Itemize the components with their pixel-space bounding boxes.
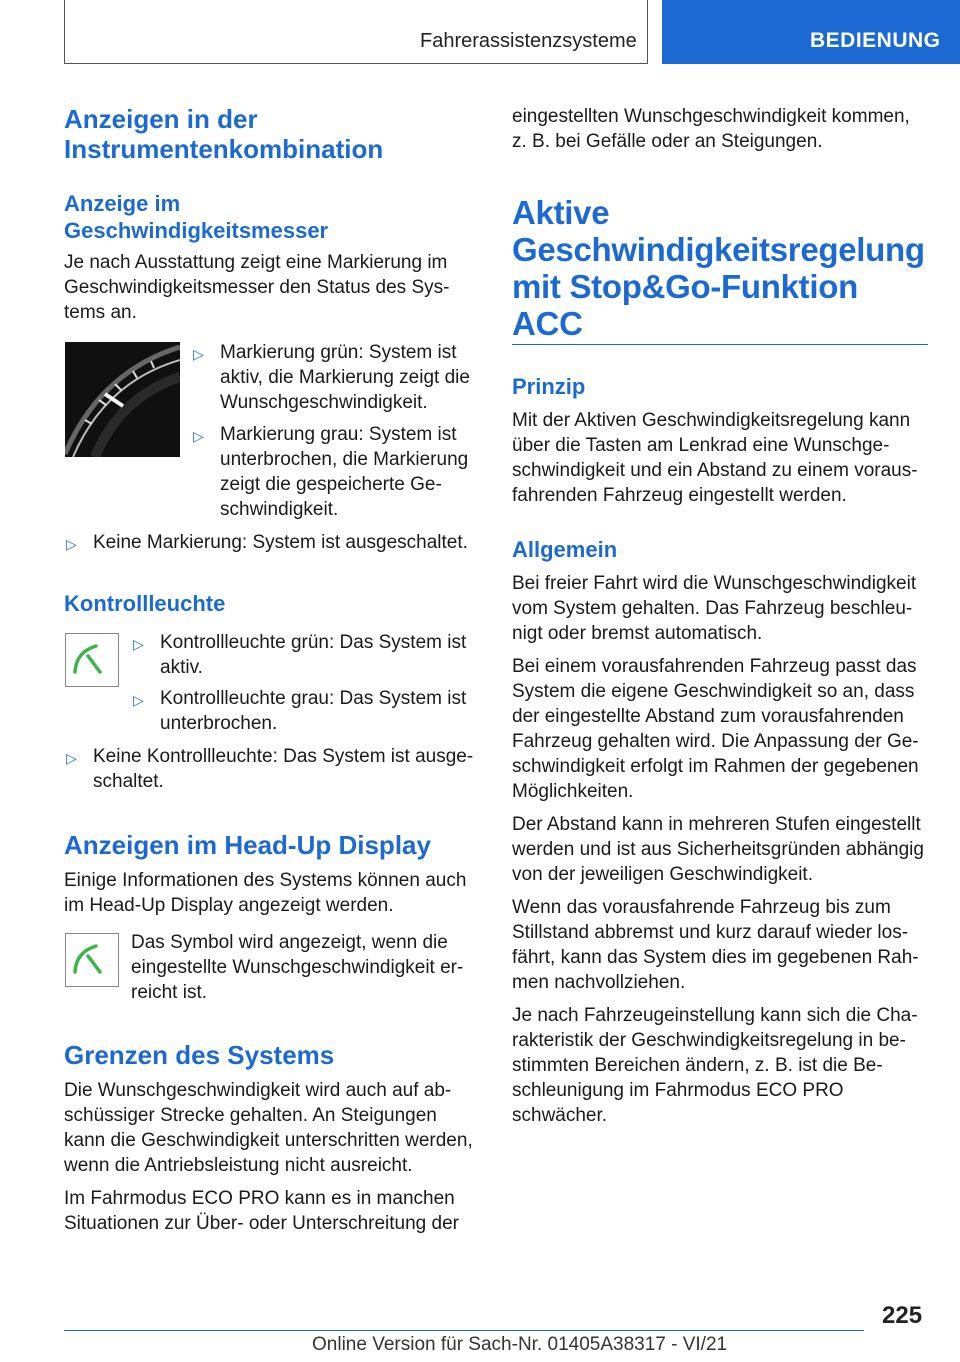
acc-speedometer-icon <box>66 934 118 986</box>
general-paragraph-4 <box>512 895 919 995</box>
text-line: Der Abstand kann in mehreren Stufen eingestellt <box>512 814 921 835</box>
text-line: fahrenden Fahrzeug eingestellt werden. <box>512 485 847 506</box>
text-line: schleunigung im Fahrmodus ECO PRO <box>512 1080 844 1101</box>
speedometer-intro <box>64 250 449 325</box>
heading-principle: Prinzip <box>512 374 586 399</box>
text-line: z. B. bei Gefälle oder an Steigungen. <box>512 131 823 152</box>
text-line: schwindigkeit und ein Abstand zu einem voraus- <box>512 460 918 481</box>
text-line: eingestellten Wunschgeschwindigkeit kommen, <box>512 106 910 127</box>
page-number: 225 <box>882 1302 923 1329</box>
limits-paragraph-2 <box>64 1186 459 1236</box>
general-paragraph-5 <box>512 1003 918 1128</box>
list-item <box>93 744 473 794</box>
text-line: schwindigkeit. <box>220 499 339 520</box>
text-line: Situationen zur Über- oder Unterschreitung der <box>64 1213 459 1234</box>
text-line: Mit der Aktiven Geschwindigkeitsregelung kann <box>512 410 911 431</box>
list-item <box>160 686 466 736</box>
heading-line: Anzeige im <box>64 191 181 216</box>
triangle-right-icon: ▷ <box>193 346 204 362</box>
text-line: schwächer. <box>512 1105 608 1126</box>
heading-general: Allgemein <box>512 537 618 562</box>
text-line: werden und ist aus Sicherheitsgründen abhängig <box>512 839 924 860</box>
speedometer-image <box>65 342 180 457</box>
hud-symbol-text <box>131 930 463 1005</box>
continuation-text <box>512 104 910 154</box>
text-line: Stillstand abbremst und kurz darauf wieder los- <box>512 922 909 943</box>
text-line: wenn die Antriebsleistung nicht ausreicht. <box>64 1155 413 1176</box>
heading-line: ACC <box>512 305 583 342</box>
text-line: unterbrochen, die Markierung <box>220 449 469 470</box>
text-line: Markierung grün: System ist <box>220 342 457 363</box>
text-line: Keine Kontrollleuchte: Das System ist ausge- <box>93 746 474 767</box>
text-line: schüssiger Strecke gehalten. An Steigungen <box>64 1105 437 1126</box>
text-line: zeigt die gespeicherte Ge- <box>220 474 442 495</box>
footer-version-text: Online Version für Sach-Nr. 01405A38317 - VI/21 <box>312 1334 728 1355</box>
text-line: Die Wunschgeschwindigkeit wird auch auf ab- <box>64 1080 452 1101</box>
heading-line: mit Stop&Go-Funktion <box>512 268 858 305</box>
text-line: System die eigene Geschwindigkeit so an, dass <box>512 681 915 702</box>
text-line: stimmten Bereichen ändern, z. B. ist die Be- <box>512 1055 883 1076</box>
text-line: Wunschgeschwindigkeit. <box>220 392 428 413</box>
text-line: aktiv. <box>160 657 203 678</box>
text-line: Geschwindigkeitsmesser den Status des Sys- <box>64 277 450 298</box>
indicator-lamp-box <box>65 633 119 687</box>
list-item <box>160 630 466 680</box>
text-line: Wenn das vorausfahrende Fahrzeug bis zum <box>512 897 891 918</box>
text-line: von der jeweiligen Geschwindigkeit. <box>512 864 813 885</box>
text-line: schaltet. <box>93 771 164 792</box>
footer-divider <box>64 1330 864 1331</box>
text-line: nigt oder bremst automatisch. <box>512 623 763 644</box>
text-line: Das Symbol wird angezeigt, wenn die <box>131 932 448 953</box>
general-paragraph-3 <box>512 812 924 887</box>
text-line: über die Tasten am Lenkrad eine Wunschge- <box>512 435 890 456</box>
speedometer-arc-icon <box>65 342 180 457</box>
heading-head-up-display: Anzeigen im Head-Up Display <box>64 830 431 860</box>
hud-symbol-box <box>65 933 119 987</box>
header-section-title: Fahrerassistenzsysteme <box>420 30 637 52</box>
header-tab-bedienung[interactable]: BEDIENUNG <box>662 0 960 64</box>
text-line: Markierung grau: System ist <box>220 424 457 445</box>
heading-speedometer <box>64 190 328 244</box>
heading-line: Aktive <box>512 194 610 231</box>
text-line: Im Fahrmodus ECO PRO kann es in manchen <box>64 1188 455 1209</box>
text-line: eingestellte Wunschgeschwindigkeit er- <box>131 957 464 978</box>
text-line: Möglichkeiten. <box>512 781 634 802</box>
general-paragraph-1 <box>512 571 916 646</box>
heading-line: Anzeigen in der <box>64 104 258 134</box>
text-line: fährt, kann das System dies im gegebenen Rah- <box>512 947 919 968</box>
text-line: vom System gehalten. Das Fahrzeug beschleu- <box>512 598 913 619</box>
limits-paragraph-1 <box>64 1078 473 1178</box>
heading-acc <box>512 194 925 342</box>
text-line: aktiv, die Markierung zeigt die <box>220 367 470 388</box>
heading-line: Geschwindigkeitsregelung <box>512 231 925 268</box>
heading-indicator-lamp: Kontrollleuchte <box>64 591 226 616</box>
triangle-right-icon: ▷ <box>193 428 204 444</box>
text-line: Bei einem vorausfahrenden Fahrzeug passt das <box>512 656 917 677</box>
text-line: Bei freier Fahrt wird die Wunschgeschwindigkeit <box>512 573 917 594</box>
text-line: reicht ist. <box>131 982 208 1003</box>
heading-line: Instrumentenkombination <box>64 134 384 164</box>
heading-instrument-display <box>64 104 383 164</box>
text-line: kann die Geschwindigkeit unterschritten werden, <box>64 1130 473 1151</box>
text-line: unterbrochen. <box>160 713 278 734</box>
text-line: Fahrzeug gehalten wird. Die Anpassung der Ge- <box>512 731 919 752</box>
general-paragraph-2 <box>512 654 919 804</box>
text-line: Je nach Ausstattung zeigt eine Markierung im <box>64 252 448 273</box>
text-line: Einige Informationen des Systems können auch <box>64 870 467 891</box>
text-line: im Head-Up Display angezeigt werden. <box>64 895 394 916</box>
principle-text <box>512 408 918 508</box>
text-line: Kontrollleuchte grau: Das System ist <box>160 688 467 709</box>
text-line: Je nach Fahrzeugeinstellung kann sich die Cha- <box>512 1005 918 1026</box>
triangle-right-icon: ▷ <box>66 750 77 766</box>
list-item: Keine Markierung: System ist ausgeschaltet. <box>93 532 468 553</box>
triangle-right-icon: ▷ <box>133 636 144 652</box>
list-item <box>220 340 470 415</box>
text-line: Kontrollleuchte grün: Das System ist <box>160 632 467 653</box>
text-line: men nachvollziehen. <box>512 972 686 993</box>
text-line: rakteristik der Geschwindigkeitsregelung in be- <box>512 1030 906 1051</box>
text-line: schwindigkeit erfolgt im Rahmen der gegebenen <box>512 756 919 777</box>
heading-line: Geschwindigkeitsmesser <box>64 218 329 243</box>
heading-system-limits: Grenzen des Systems <box>64 1040 335 1070</box>
triangle-right-icon: ▷ <box>66 536 77 552</box>
text-line: der eingestellte Abstand zum vorausfahrenden <box>512 706 904 727</box>
section-divider <box>512 344 928 345</box>
text-line: tems an. <box>64 302 137 323</box>
list-item <box>220 422 468 522</box>
acc-speedometer-icon <box>66 634 118 686</box>
triangle-right-icon: ▷ <box>133 692 144 708</box>
hud-intro <box>64 868 466 918</box>
